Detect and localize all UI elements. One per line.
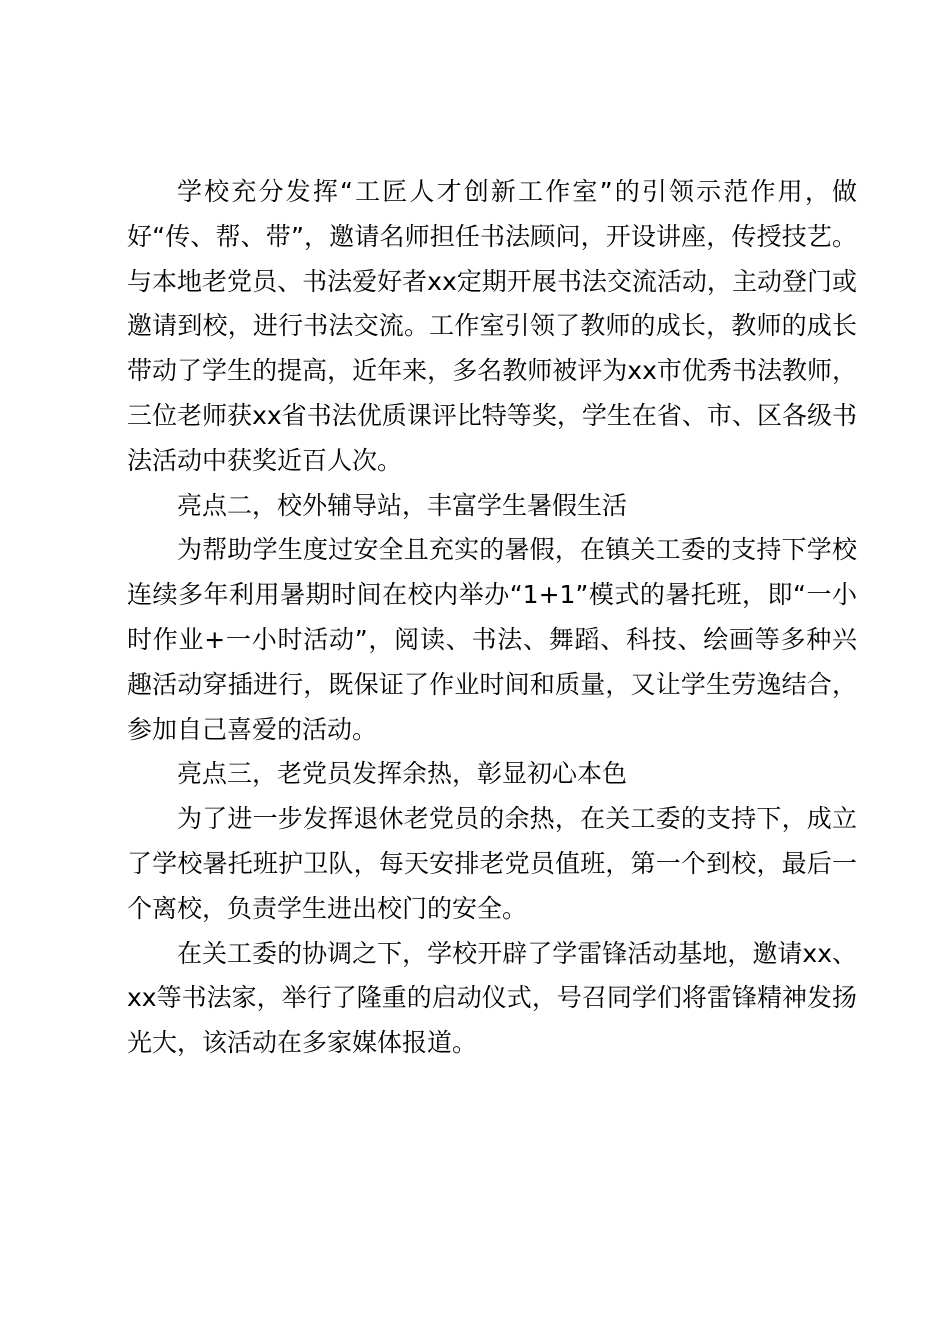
heading-highlight-three: 亮点三，老党员发挥余热，彰显初心本色 <box>177 759 628 789</box>
paragraph-studio-role: 学校充分发挥“工匠人才创新工作室”的引领示范作用，做好“传、帮、带”，邀请名师担任书法顾问，开设讲座，传授技艺。与本地老党员、书法爱好者xx定期开展书法交流活动，主动登门或邀请到校，进行书法交流。工作室引领了教师的成长，教师的成长带动了学生的提高，近年来，多名教师被评为xx市优秀书法教师，三位老师获xx省书法优质课评比特等奖，学生在省、市、区各级书法活动中获奖近百人次。 <box>127 177 857 475</box>
paragraph-leifeng-base: 在关工委的协调之下，学校开辟了学雷锋活动基地，邀请xx、xx等书法家，举行了隆重的启动仪式，号召同学们将雷锋精神发扬光大，该活动在多家媒体报道。 <box>127 938 857 1058</box>
document-body <box>127 170 857 1066</box>
heading-highlight-two: 亮点二，校外辅导站，丰富学生暑假生活 <box>177 490 628 520</box>
paragraph-guard-team: 为了进一步发挥退休老党员的余热，在关工委的支持下，成立了学校暑托班护卫队，每天安排老党员值班，第一个到校，最后一个离校，负责学生进出校门的安全。 <box>127 804 857 923</box>
paragraph-summer-class: 为帮助学生度过安全且充实的暑假，在镇关工委的支持下学校连续多年利用暑期时间在校内举办“1+1”模式的暑托班，即“一小时作业+一小时活动”，阅读、书法、舞蹈、科技、绘画等多种兴趣活动穿插进行，既保证了作业时间和质量，又让学生劳逸结合，参加自己喜爱的活动。 <box>127 535 857 744</box>
